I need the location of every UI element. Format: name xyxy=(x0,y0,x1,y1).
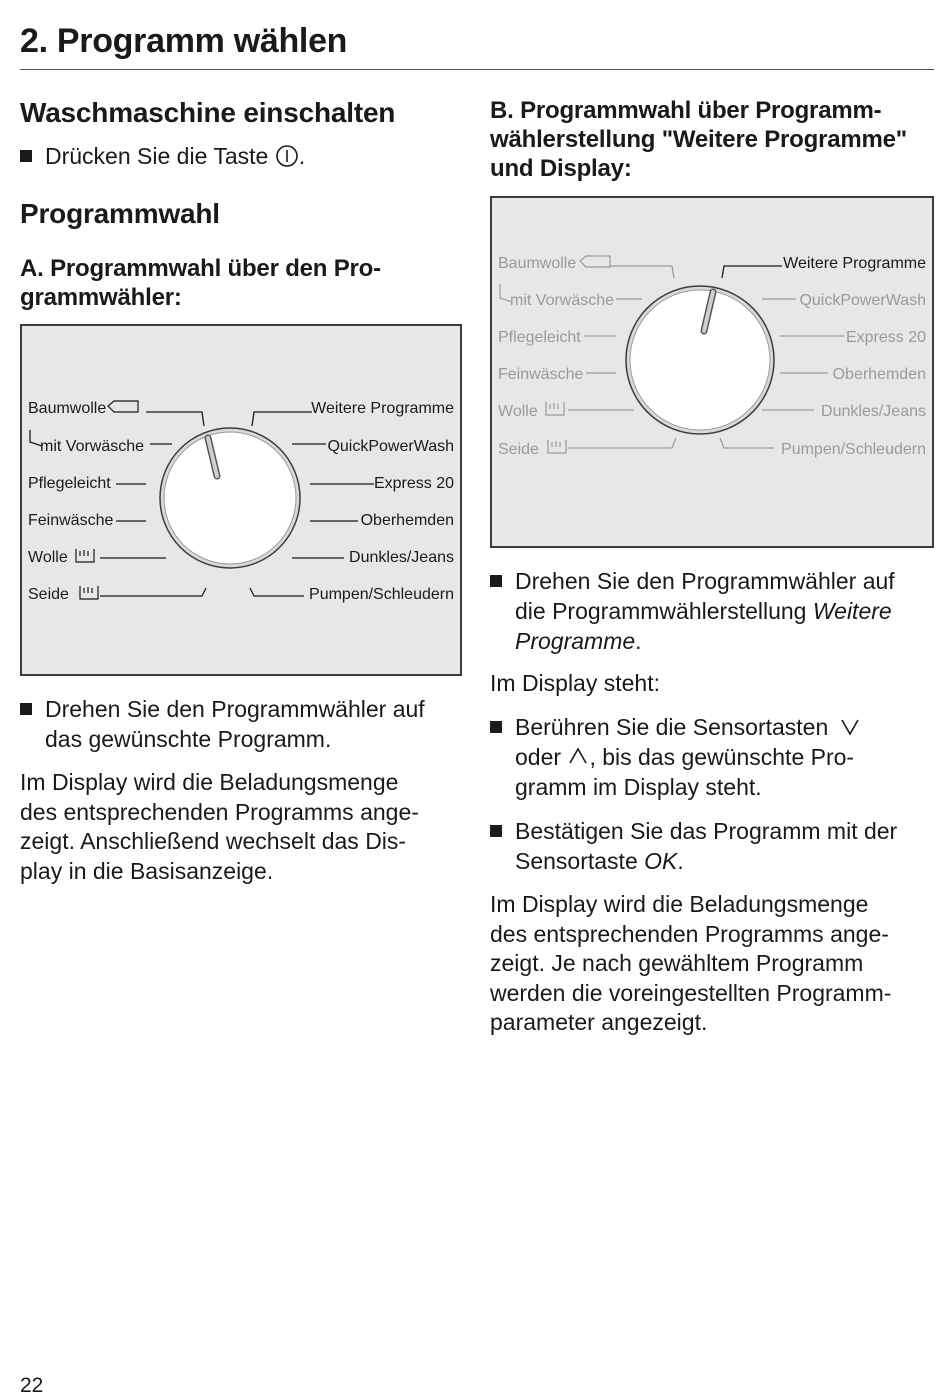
label-weitere-programme: Weitere Programme xyxy=(311,400,454,417)
dial-panel-b-drawing xyxy=(492,198,932,546)
bullet-confirm: Bestätigen Sie das Programm mit der Sensortaste OK. xyxy=(490,816,897,876)
bullet-touch-sensors: Berühren Sie die Sensortasten oder , bis das gewünschte Pro- gramm im Display steht. xyxy=(490,712,861,802)
label-dunkles-jeans: Dunkles/Jeans xyxy=(821,403,926,420)
label-quickpowerwash: QuickPowerWash xyxy=(799,292,926,309)
bullet-switch-on: Drücken Sie die Taste . xyxy=(20,141,305,171)
bullet-square-icon xyxy=(490,721,502,733)
bullet-square-icon xyxy=(490,575,502,587)
label-quickpowerwash: QuickPowerWash xyxy=(327,438,454,455)
heading-program-selection: Programmwahl xyxy=(20,198,220,229)
label-express-20: Express 20 xyxy=(845,329,926,346)
label-mit-vorwaesche: mit Vorwäsche xyxy=(510,292,615,309)
dial-labels-left xyxy=(28,400,144,603)
dial-knob xyxy=(160,428,300,568)
label-seide: Seide xyxy=(498,441,539,458)
arrow-up-icon xyxy=(567,746,589,766)
page-title: 2. Programm wählen xyxy=(20,22,348,60)
label-pumpen-schleudern: Pumpen/Schleudern xyxy=(309,586,454,603)
label-wolle: Wolle xyxy=(498,403,538,420)
label-oberhemden: Oberhemden xyxy=(360,512,454,529)
page-number: 22 xyxy=(20,1374,44,1397)
dial-panel-b xyxy=(490,196,934,548)
selected-leader-line xyxy=(722,266,782,278)
dial-labels-right-faded xyxy=(781,292,926,458)
bullet-square-icon xyxy=(20,150,32,162)
bullet-square-icon xyxy=(20,703,32,715)
label-oberhemden: Oberhemden xyxy=(832,366,926,383)
title-divider xyxy=(20,69,934,70)
bullet-turn-dial: Drehen Sie den Programmwähler auf das gewünschte Programm. xyxy=(20,694,425,754)
dial-panel-a xyxy=(20,324,462,676)
dial-panel-a-drawing xyxy=(22,326,460,674)
subheading-a: A. Programmwahl über den Pro- grammwähler: xyxy=(20,255,381,311)
handwash-tub-icon xyxy=(76,549,98,599)
subheading-b: B. Programmwahl über Programm- wählerstellung "Weitere Programme" und Display: xyxy=(490,97,907,182)
label-baumwolle: Baumwolle xyxy=(498,255,577,272)
dial-labels-left-faded xyxy=(498,255,614,458)
label-seide: Seide xyxy=(28,586,69,603)
label-pflegeleicht: Pflegeleicht xyxy=(28,475,111,492)
label-weitere-programme-selected: Weitere Programme xyxy=(783,255,926,272)
bullet-turn-to-more: Drehen Sie den Programmwähler auf die Programmwählerstellung Weitere Programme. xyxy=(490,566,895,656)
dial-labels-right xyxy=(309,400,454,603)
label-pflegeleicht: Pflegeleicht xyxy=(498,329,581,346)
cotton-tub-icon xyxy=(580,256,610,267)
arrow-down-icon xyxy=(839,717,861,737)
label-pumpen-schleudern: Pumpen/Schleudern xyxy=(781,441,926,458)
label-dunkles-jeans: Dunkles/Jeans xyxy=(349,549,454,566)
label-wolle: Wolle xyxy=(28,549,68,566)
label-baumwolle: Baumwolle xyxy=(28,400,107,417)
dial-knob xyxy=(626,286,774,434)
cotton-tub-icon xyxy=(108,401,138,412)
bullet-square-icon xyxy=(490,825,502,837)
handwash-tub-icon xyxy=(546,402,566,453)
label-mit-vorwaesche: mit Vorwäsche xyxy=(40,438,145,455)
heading-switch-on: Waschmaschine einschalten xyxy=(20,97,396,128)
label-feinwaesche: Feinwäsche xyxy=(498,366,584,383)
display-says-label: Im Display steht: xyxy=(490,670,660,696)
power-icon xyxy=(275,144,299,168)
paragraph-parameters-display: Im Display wird die Beladungsmenge des entsprechenden Programms ange- zeigt. Je nach gewähltem Programm werden die voreingestellten Programm- parameter angezeigt. xyxy=(490,891,892,1035)
label-feinwaesche: Feinwäsche xyxy=(28,512,114,529)
label-express-20: Express 20 xyxy=(373,475,454,492)
paragraph-load-display: Im Display wird die Beladungsmenge des entsprechenden Programms ange- zeigt. Anschließend wechselt das Dis- play in die Basisanzeige. xyxy=(20,769,419,884)
